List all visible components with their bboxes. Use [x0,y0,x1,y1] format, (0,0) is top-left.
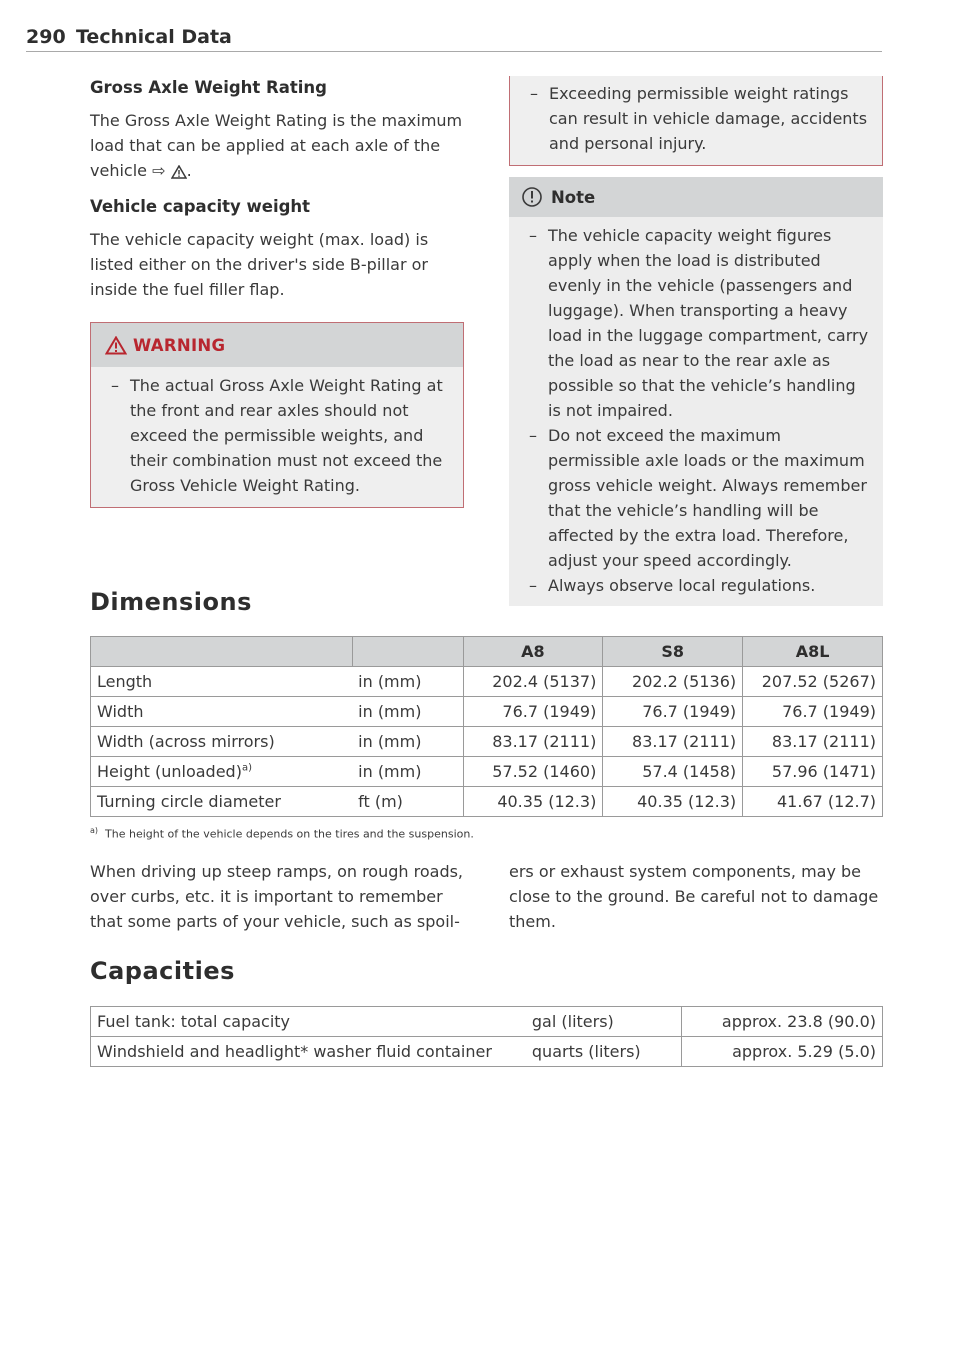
table-row: Height (unloaded)$^{a)}$ in (mm) 57.52 (1460) 57.4 (1458) 57.96 (1471) [91,757,883,787]
table-row: Width (across mirrors) in (mm) 83.17 (2111) 83.17 (2111) 83.17 (2111) [91,727,883,757]
gross-axle-heading: Gross Axle Weight Rating [90,78,327,97]
table-row: Turning circle diameter ft (m) 40.35 (12.3) 40.35 (12.3) 41.67 (12.7) [91,787,883,817]
warning-header [91,323,463,367]
gross-axle-text: The Gross Axle Weight Rating is the maximum load that can be applied at each axle of the vehicle ⇨ . [90,111,463,180]
table-row: Windshield and headlight* washer fluid container quarts (liters) approx. 5.29 (5.0) [91,1037,883,1067]
warning-item: – The actual Gross Axle Weight Rating at the front and rear axles should not exceed the permissible weights, and their combination must not exceed the Gross Vehicle Weight Rating. [111,376,443,495]
note-title: Note [551,187,596,207]
warning-title: WARNING [133,335,226,355]
dimensions-table [90,636,883,817]
warning-triangle-icon [171,161,187,180]
warning-triangle-icon [105,335,127,355]
table-row: Width in (mm) 76.7 (1949) 76.7 (1949) 76.7 (1949) [91,697,883,727]
table-row: Length in (mm) 202.4 (5137) 202.2 (5136) 207.52 (5267) [91,667,883,697]
capacities-heading: Capacities [90,957,235,985]
table-row: Fuel tank: total capacity gal (liters) approx. 23.8 (90.0) [91,1007,883,1037]
section-title: Technical Data [76,26,232,48]
note-body [509,217,883,606]
right-column [509,76,883,606]
dimensions-text-left: When driving up steep ramps, on rough roads, over curbs, etc. it is important to remember that some parts of your vehicle, such as spoil- [90,862,464,931]
warning-item: – Exceeding permissible weight ratings can result in vehicle damage, accidents and personal injury. [530,84,868,153]
warning-continuation [509,76,883,166]
dimensions-text-right: ers or exhaust system components, may be close to the ground. Be careful not to damage them. [509,862,879,931]
note-info-icon [521,186,543,208]
capacities-table [90,1006,883,1067]
vehicle-capacity-heading: Vehicle capacity weight [90,197,311,216]
table-header-row [91,637,883,667]
vehicle-capacity-text: The vehicle capacity weight (max. load) is listed either on the driver's side B-pillar or inside the fuel filler flap. [90,230,429,299]
note-item: – The vehicle capacity weight figures apply when the load is distributed evenly in the vehicle (passengers and luggage). When transporting a heavy load in the luggage compartment, carry the load as near to the rear axle as possible so that the vehicle’s handling is not impaired. [529,226,869,420]
footnote: $^{a)}$ The height of the vehicle depends on the tires and the suspension. [90,826,474,841]
column-header: A8 [463,637,603,667]
column-header: A8L [743,637,883,667]
page-number: 290 [26,26,66,48]
warning-body [91,367,463,507]
warning-box [90,322,464,508]
note-header [509,177,883,217]
dimensions-heading: Dimensions [90,588,252,616]
note-item: – Always observe local regulations. [529,576,816,595]
left-column [90,76,464,508]
note-item: – Do not exceed the maximum permissible axle loads or the maximum gross vehicle weight. Always remember that the vehicle’s handling will be affected by the extra load. Therefore, adjust your speed accordingly. [529,426,867,570]
column-header: S8 [603,637,743,667]
page-header [26,24,882,52]
